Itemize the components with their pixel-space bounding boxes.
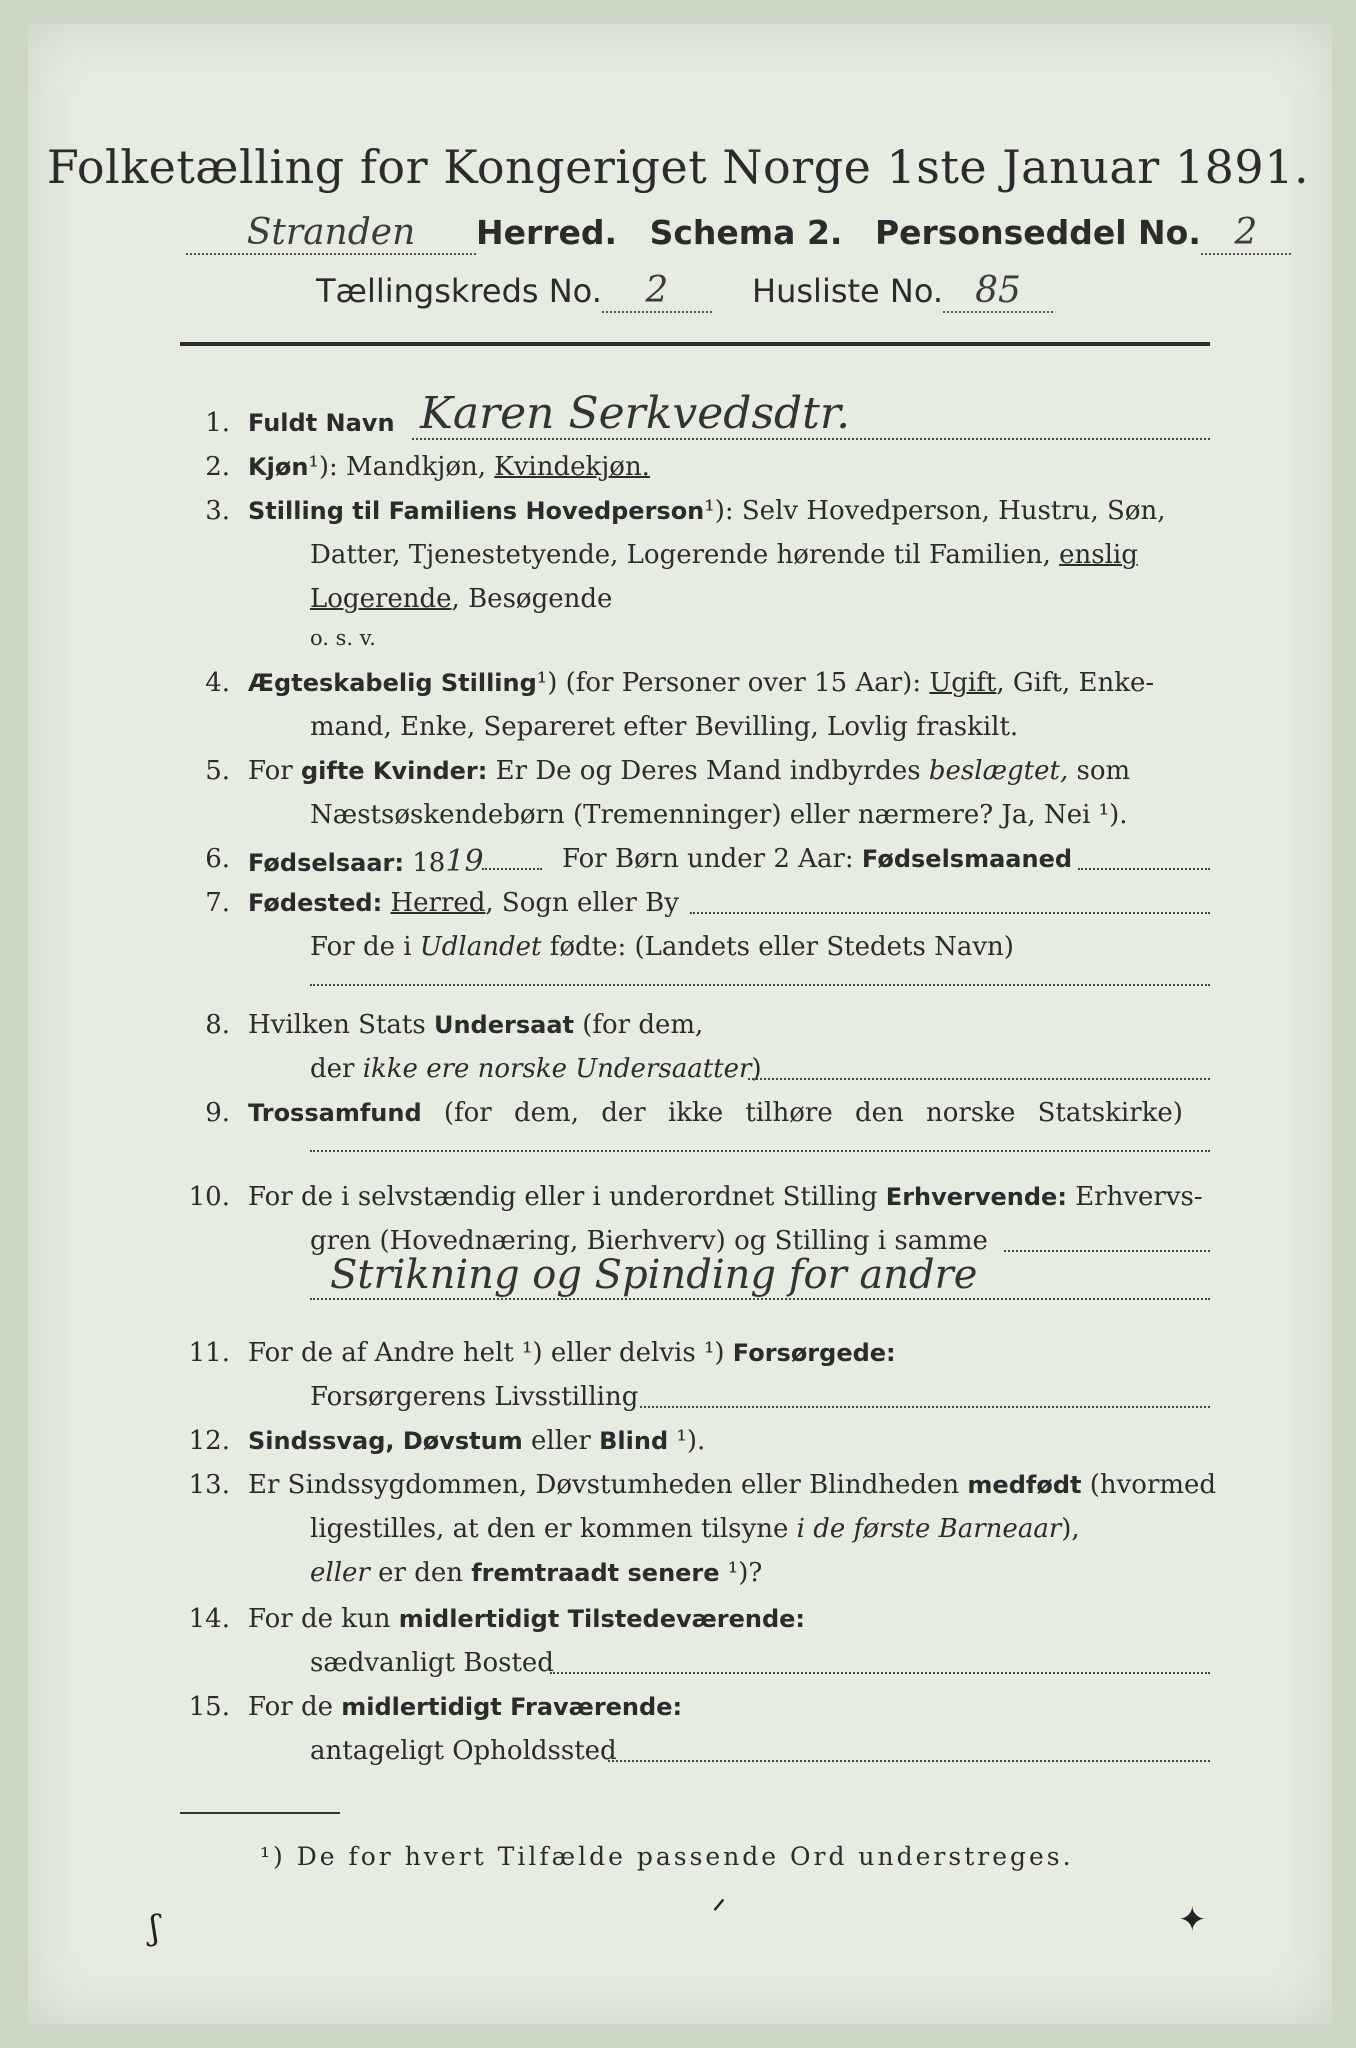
medfodt-row-1: Er Sindssygdommen, Døvstumheden eller Blindheden medfødt (hvormed [248, 1470, 1217, 1500]
trossamfund-row: Trossamfund (for dem, der ikke tilhøre den norske Statskirke) [248, 1098, 1183, 1128]
taellingskreds-value: 2 [602, 270, 712, 313]
leader-line [690, 912, 1210, 914]
fodested-row-1: Fødested: Herred, Sogn eller By [248, 888, 679, 918]
footnote-rule [180, 1812, 340, 1814]
erhverv-row-2: gren (Hovednæring, Bierhverv) og Stilling i samme [310, 1226, 988, 1256]
item-number: 3. [205, 496, 230, 526]
forsorgede-row-2: Forsørgerens Livsstilling [310, 1382, 639, 1412]
margin-mark: ✦ [1178, 1900, 1207, 1940]
leader-line [608, 1760, 1210, 1762]
personseddel-label: Personseddel No. [874, 213, 1201, 252]
erhverv-value: Strikning og Spinding for andre [330, 1252, 978, 1298]
fuldt-navn-value: Karen Serkvedsdtr. [420, 388, 851, 439]
fravaerende-row-1: For de midlertidigt Fraværende: [248, 1692, 683, 1722]
forsorgede-row-1: For de af Andre helt ¹) eller delvis ¹) Forsørgede: [248, 1338, 896, 1368]
item-number: 13. [188, 1470, 230, 1500]
item-number: 12. [188, 1426, 230, 1456]
margin-mark: ʃ [150, 1908, 160, 1948]
kreds-line [316, 270, 1053, 313]
item-number: 11. [188, 1338, 230, 1368]
undersaat-row-1: Hvilken Stats Undersaat (for dem, [248, 1010, 704, 1040]
fodselsaar-value: 19 [445, 844, 484, 879]
item-number: 2. [205, 452, 230, 482]
aegteskab-row-1: Ægteskabelig Stilling¹) (for Personer over 15 Aar): Ugift, Gift, Enke- [248, 668, 1155, 698]
leader-line [640, 1406, 1210, 1408]
footnote: ¹) De for hvert Tilfælde passende Ord understreges. [260, 1842, 1074, 1871]
stilling-row-3: Logerende, Besøgende [310, 584, 613, 614]
gifte-row-2: Næstsøskendebørn (Tremenninger) eller nærmere? Ja, Nei ¹). [310, 800, 1128, 830]
leader-line [310, 984, 1210, 986]
fuldt-navn-label: Fuldt Navn [248, 409, 395, 437]
fravaerende-row-2: antageligt Opholdssted [310, 1736, 617, 1766]
personseddel-value: 2 [1201, 212, 1291, 255]
leader-line [748, 1078, 1210, 1080]
leader-line [1004, 1250, 1210, 1252]
leader-line [1078, 868, 1210, 870]
item-number: 9. [205, 1098, 230, 1128]
margin-mark: ᐟ [712, 1892, 727, 1932]
item-number: 15. [188, 1692, 230, 1722]
herred-line [186, 212, 1291, 255]
item-number: 6. [205, 844, 230, 874]
item-number: 7. [205, 888, 230, 918]
leader-line [550, 1672, 1210, 1674]
herred-value: Stranden [186, 212, 476, 255]
tilstede-row-2: sædvanligt Bosted [310, 1648, 554, 1678]
fodselsaar-row: Fødselsaar: 1819 [248, 844, 484, 879]
item-number: 8. [205, 1010, 230, 1040]
medfodt-row-2: ligestilles, at den er kommen tilsyne i de første Barneaar), [310, 1514, 1080, 1544]
herred-label: Herred. [476, 213, 618, 252]
fodested-row-2: For de i Udlandet fødte: (Landets eller Stedets Navn) [310, 932, 1014, 962]
fodselsmaaned-label: For Børn under 2 Aar: Fødselsmaaned [562, 844, 1073, 874]
sindssvag-row: Sindssvag, Døvstum eller Blind ¹). [248, 1426, 706, 1456]
item-number: 5. [205, 756, 230, 786]
kjon-row: Kjøn¹): Mandkjøn, Kvindekjøn. [248, 452, 650, 482]
husliste-label: Husliste No. [752, 272, 944, 310]
leader-line [310, 1150, 1210, 1152]
item-number: 14. [188, 1604, 230, 1634]
taellingskreds-label: Tællingskreds No. [316, 272, 602, 310]
tilstede-row-1: For de kun midlertidigt Tilstedeværende: [248, 1604, 806, 1634]
page-title: Folketælling for Kongeriget Norge 1ste Januar 1891. [46, 140, 1310, 194]
item-number: 4. [205, 668, 230, 698]
stilling-row-1: Stilling til Familiens Hovedperson¹): Selv Hovedperson, Hustru, Søn, [248, 496, 1166, 526]
stilling-row-2: Datter, Tjenestetyende, Logerende hørende til Familien, enslig [310, 540, 1138, 570]
leader-line [412, 438, 1210, 440]
leader-line [482, 868, 542, 870]
item-number: 1. [205, 408, 230, 438]
aegteskab-row-2: mand, Enke, Separeret efter Bevilling, Lovlig fraskilt. [310, 712, 1019, 742]
leader-line [310, 1298, 1210, 1300]
stilling-row-4: o. s. v. [310, 626, 376, 650]
gifte-row-1: For gifte Kvinder: Er De og Deres Mand indbyrdes beslægtet, som [248, 756, 1131, 786]
item-number: 10. [188, 1182, 230, 1212]
husliste-value: 85 [943, 270, 1053, 313]
header-rule [180, 342, 1210, 346]
erhverv-row-1: For de i selvstændig eller i underordnet Stilling Erhvervende: Erhvervs- [248, 1182, 1203, 1212]
undersaat-row-2: der ikke ere norske Undersaatter) [310, 1054, 762, 1084]
schema-label: Schema 2. [649, 213, 843, 252]
medfodt-row-3: eller er den fremtraadt senere ¹)? [310, 1558, 763, 1588]
